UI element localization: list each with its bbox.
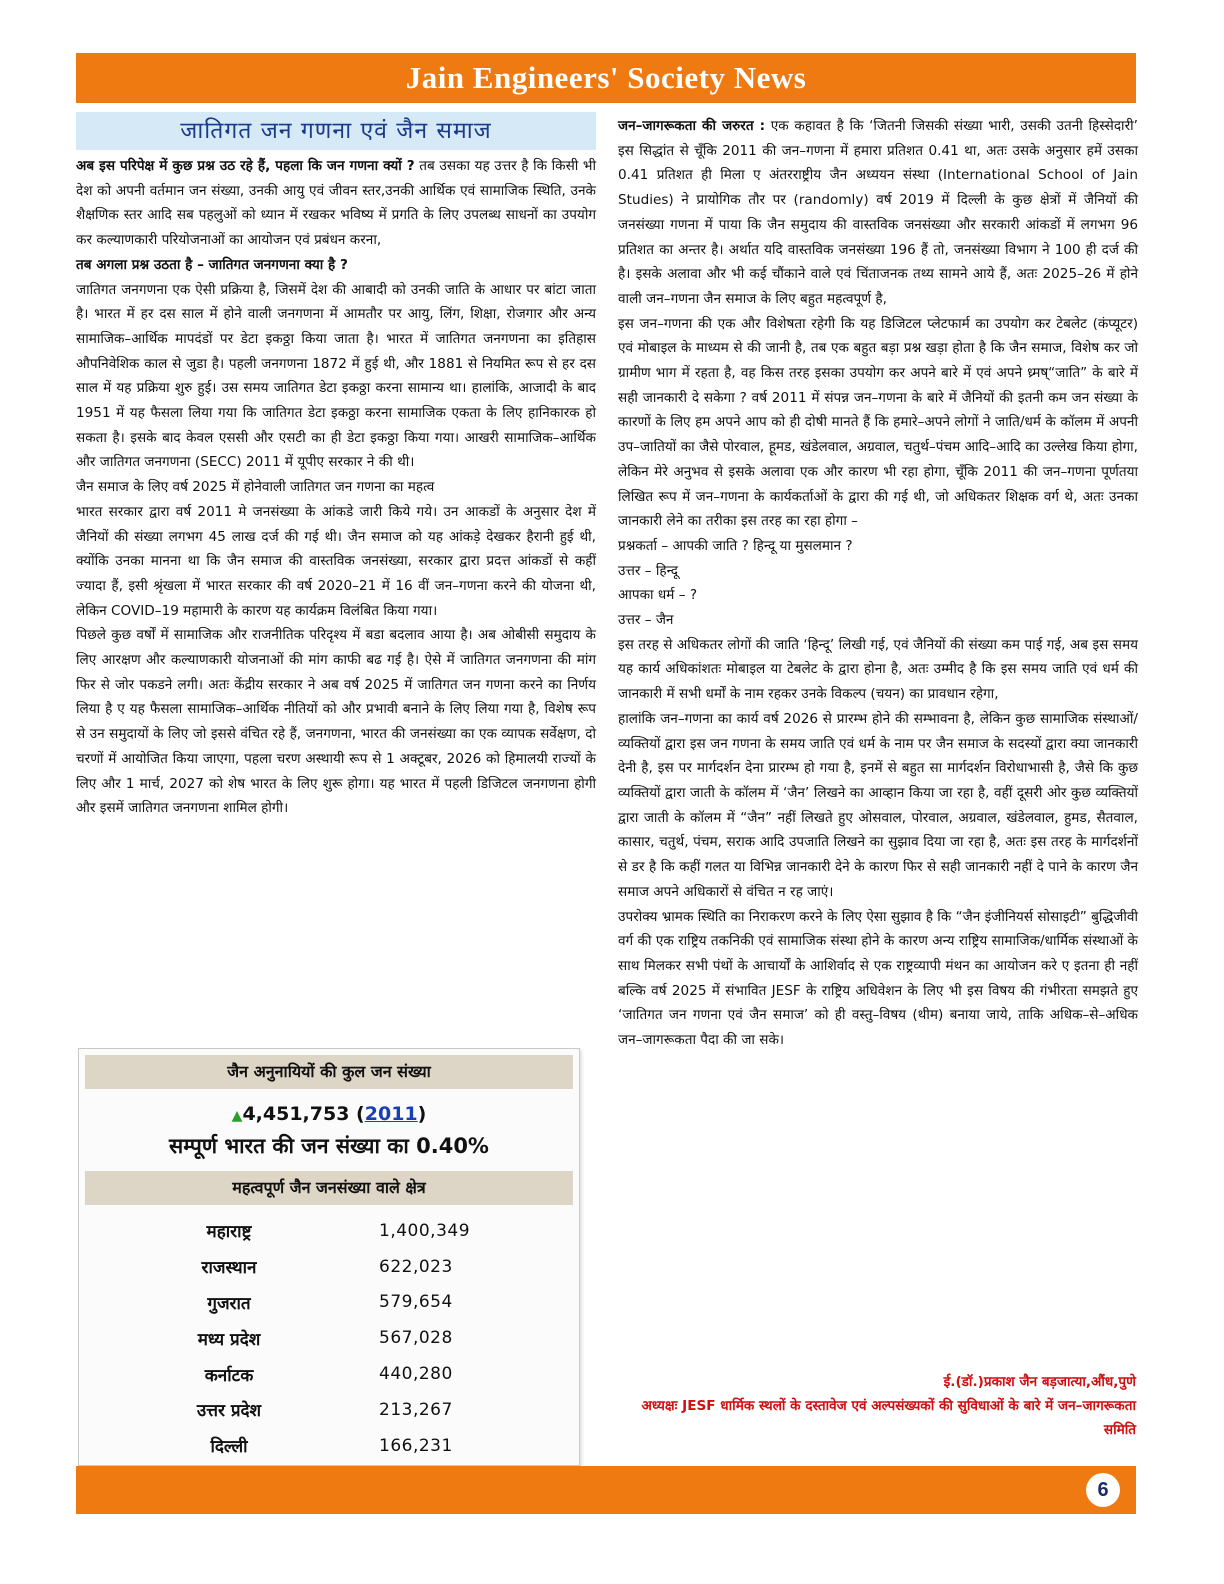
table-row [119,1428,519,1464]
state-name: मध्य प्रदेश [197,1329,261,1350]
state-name: दिल्ली [210,1437,248,1458]
qa-question-religion: आपका धर्म – ? [618,587,698,604]
paragraph-awareness [618,114,1138,312]
header-band [76,53,1136,103]
state-population: 1,400,349 [379,1220,471,1241]
footer-band [76,1466,1136,1514]
article-title: जातिगत जन गणना एवं जैन समाज [76,112,596,150]
state-population: 166,231 [379,1435,453,1456]
state-population: 213,267 [379,1399,453,1420]
table-row [119,1320,519,1356]
state-name: गुजरात [207,1293,251,1314]
infobox-title: जैन अनुनायियों की कुल जन संख्या [85,1055,573,1089]
qa-question-caste: प्रश्नकर्ता – आपकी जाति ? हिन्दू या मुसलमान ? [618,537,853,554]
population-infobox [78,1048,580,1466]
answer-why-census: तब उसका यह उत्तर है कि किसी भी देश को अपनी वर्तमान जन संख्या, उनकी आयु एवं जीवन स्तर,उनकी आर्थिक एवं सामाजिक स्थिति, उनके शैक्षणिक स्तर आदि सब पहलुओं को ध्यान में रखकर भविष्य में प्रगति के लिए उपलब्ध साधनों का उपयोग कर कल्याणकारी परियोजनाओं का आयोजन एवं प्रबंधन करना, [76,158,596,249]
left-column [76,112,596,821]
paragraph-mobile-options: इस तरह से अधिकतर लोगों की जाति ‘हिन्दू’ लिखी गई, एवं जैनियों की संख्या कम पाई गई, अब इस समय यह कार्य अधिकांशतः मोबाइल या टेबलेट के द्वारा होना है, अतः उम्मीद है कि इस समय जाति एवं धर्म की जानकारी में सभी धर्मों के नाम रहकर उनके विकल्प (चयन) का प्रावधान रहेगा, [618,636,1138,703]
total-population: ▲4,451,753 (2011) [231,1103,427,1125]
paragraph-2025-decision: पिछले कुछ वर्षों में सामाजिक और राजनीतिक परिदृश्य में बडा बदलाव आया है। अब ओबीसी समुदाय के लिए आरक्षण और कल्याणकारी योजनाओं की मांग काफी बढ गई है। ऐसे में जातिगत जनगणना की मांग फिर से जोर पकडने लगी। अतः केंद्रीय सरकार ने अब वर्ष 2025 में जातिगत जन गणना करने का निर्णय लिया है ए यह फैसला सामाजिक–आर्थिक नीतियों को और प्रभावी बनाने के लिए लिया गया है, विशेष रूप से उन समुदायों के लिए जो इससे वंचित रहे हैं, जनगणना, भारत की जनसंख्या का एक व्यापक सर्वेक्षण, दो चरणों में आयोजित किया जाएगा, पहला चरण अस्थायी रूप से 1 अक्टूबर, 2026 को हिमालयी राज्यों के लिए और 1 मार्च, 2027 को शेष भारत के लिए शुरू होगा। यह भारत में पहली डिजिटल जनगणना होगी और इसमें जातिगत जनगणना शामिल होगी। [76,627,596,817]
regions-title: महत्वपूर्ण जैन जनसंख्या वाले क्षेत्र [85,1171,573,1205]
state-population: 579,654 [379,1292,453,1313]
table-row [119,1213,519,1249]
state-population: 622,023 [379,1256,453,1277]
awareness-text: एक कहावत है कि ‘जितनी जिसकी संख्या भारी, उसकी उतनी हिस्सेदारी’ इस सिद्धांत से चूँकि 2011 की जन–गणना में हमारा प्रतिशत 0.41 था, अतः उसके अनुसार हमें उसका 0.41 प्रतिशत ही मिला ए अंतरराष्ट्रीय जैन अध्ययन संस्था (International School of Jain Studies) ने प्रायोगिक तौर पर (randomly) वर्ष 2019 में दिल्ली के कुछ क्षेत्रों में जैनियों की जनसंख्या गणना में पाया कि जैन समुदाय की वास्तविक जनसंख्या और सरकारी आंकडों में लगभग 96 प्रतिशत का अन्तर है। अर्थात यदि वास्तविक जनसंख्या 196 हैं तो, जनसंख्या विभाग ने 100 ही दर्ज की है। इसके अलावा और भी कई चौंकाने वाले एवं चिंताजनक तथ्य सामने आये हैं, अतः 2025–26 में होने वाली जन–गणना जैन समाज के लिए बहुत महत्वपूर्ण है, [618,118,1138,307]
author-designation: अध्यक्षः JESF धार्मिक स्थलों के दस्तावेज एवं अल्पसंख्यकों की सुविधाओं के बारे में जन–जागरूकता समिति [641,1398,1136,1438]
question-why-census: अब इस परिपेक्ष में कुछ प्रश्न उठ रहे हैं, पहला कि जन गणना क्यों ? [76,158,415,174]
state-population: 440,280 [379,1364,453,1385]
increase-triangle-icon: ▲ [231,1108,243,1124]
newsletter-title: Jain Engineers' Society News [405,60,807,95]
paragraph-why-census [76,154,596,253]
table-row [119,1285,519,1321]
state-name: राजस्थान [201,1258,257,1279]
section-heading-importance: जैन समाज के लिए वर्ष 2025 में होनेवाली जातिगत जन गणना का महत्व [76,479,435,496]
paragraph-conflicting-guidance: हालांकि जन–गणना का कार्य वर्ष 2026 से प्रारम्भ होने की सम्भावना है, लेकिन कुछ सामाजिक संस्थाओं/व्यक्तियों द्वारा इस जन गणना के समय जाति एवं धर्म के नाम पर जैन समाज के सदस्यों द्वारा क्या जानकारी देनी है, इस पर मार्गदर्शन देना प्रारम्भ हो गया है, इनमें से बहुत सा मार्गदर्शन विरोधाभासी है, जैसे कि कुछ व्यक्तियों द्वारा जाती के कॉलम में ‘जैन’ लिखने का आव्हान किया जा रहा है, वहीं दूसरी ओर कुछ व्यक्तियों द्वारा जाती के कॉलम में “जैन” नहीं लिखते हुए ओसवाल, पोरवाल, अग्रवाल, खंडेलवाल, हुमड, सैतवाल, कासार, चतुर्थ, पंचम, सराक आदि उपजाति लिखने का सुझाव दिया जा रहा है, अतः इस तरह के मार्गदर्शनों से डर है कि कहीं गलत या विभिन्न जानकारी देने के कारण फिर से सही जानकारी नहीं दे पाने के कारण जैन समाज अपने अधिकारों से वंचित न रह जाएं। [618,710,1138,900]
paragraph-suggestion: उपरोक्य भ्रामक स्थिति का निराकरण करने के लिए ऐसा सुझाव है कि “जैन इंजीनियर्स सोसाइटी” बुद्धिजीवी वर्ग की एक राष्ट्रिय तकनिकी एवं सामाजिक संस्था होने के कारण अन्य राष्ट्रिय सामाजिक/धार्मिक संस्थाओं के साथ मिलकर सभी पंथों के आचार्यों के आशिर्वाद से एक राष्ट्रव्यापी मंथन का आयोजन करे ए इतना ही नहीं बल्कि वर्ष 2025 में संभावित JESF के राष्ट्रिय अधिवेशन के लिए भी इस विषय की गंभीरता समझते हुए ‘जातिगत जन गणना एवं जैन समाज’ को ही वस्तु–विषय (थीम) बनाया जाये, ताकि अधिक–से–अधिक जन–जागरूकता पैदा की जा सके। [618,908,1138,1049]
author-name: ई.(डॉ.)प्रकाश जैन बड़जात्या,औंध,पुणे [943,1374,1136,1390]
states-table [119,1213,519,1464]
table-row [119,1392,519,1428]
qa-answer-jain: उत्तर – जैन [618,612,674,629]
census-year-link[interactable]: 2011 [364,1103,418,1125]
population-count: 4,451,753 [242,1103,350,1125]
state-name: महाराष्ट्र [206,1222,252,1243]
table-row [119,1356,519,1392]
paragraph-digital-census: इस जन–गणना की एक और विशेषता रहेगी कि यह डिजिटल प्लेटफार्म का उपयोग कर टेबलेट (कंप्यूटर) एवं मोबाइल के माध्यम से की जानी है, तब एक बहुत बड़ा प्रश्न खड़ा होता है कि जैन समाज, विशेष कर जो ग्रामीण भाग में रहता है, वह किस तरह इसका उपयोग कर अपने बारे में एवं अपने ध्र्मष्“जाति” के बारे में सही जानकारी दे सकेगा ? वर्ष 2011 में संपन्न जन–गणना के बारे में जैनियों की इतनी कम जन संख्या के कारणों के लिए हम अपने आप को ही दोषी मानते हैं कि हमारे–अपने लोगों ने जाति/धर्म के कॉलम में अपनी उप–जातियों का जैसे पोरवाल, हूमड, खंडेलवाल, अग्रवाल, चतुर्थ–पंचम आदि–आदि का उल्लेख किया होगा, लेकिन मेरे अनुभव से इसके अलावा एक और कारण भी रहा होगा, चूँकि 2011 की जन–गणना पूर्णतया लिखित रूप में जन–गणना के कार्यकर्ताओं के द्वारा की गई थी, जो अधिकतर शिक्षक वर्ग थे, अतः उनका जानकारी लेने का तरीका इस तरह का रहा होगा – [618,315,1138,530]
population-share: सम्पूर्ण भारत की जन संख्या का 0.40% [169,1134,489,1158]
state-name: उत्तर प्रदेश [196,1401,262,1422]
right-column [618,114,1138,1053]
page-number: 6 [1086,1473,1120,1507]
table-row [119,1249,519,1285]
author-signature [616,1370,1136,1442]
awareness-heading: जन–जागरूकता की जरुरत : [618,118,766,134]
state-population: 567,028 [379,1328,453,1349]
state-name: कर्नाटक [204,1365,254,1386]
paragraph-2011-data: भारत सरकार द्वारा वर्ष 2011 मे जनसंख्या के आंकडे जारी किये गये। उन आकडों के अनुसार देश में जैनियों की संख्या लगभग 45 लाख दर्ज की गई थी। जैन समाज को यह आंकड़े देखकर हैरानी हुई थी, क्योंकि उनका मानना था कि जैन समाज की वास्तविक जनसंख्या, सरकार द्वारा प्रदत्त आंकडों से कहीं ज्यादा हैं, इसी श्रृंखला में भारत सरकार की वर्ष 2020–21 में 16 वीं जन–गणना करने की योजना थी, लेकिन COVID–19 महामारी के कारण यह कार्यक्रम विलंबित किया गया। [76,503,596,619]
qa-answer-hindu: उत्तर – हिन्दू [618,562,678,579]
paragraph-caste-census: जातिगत जनगणना एक ऐसी प्रक्रिया है, जिसमें देश की आबादी को उनकी जाति के आधार पर बांटा जाता है। भारत में हर दस साल में होने वाली जनगणना में आमतौर पर आयु, लिंग, शिक्षा, रोजगार और अन्य सामाजिक–आर्थिक मापदंडों पर डेटा इकठ्ठा किया जाता है। भारत में जातिगत जनगणना का इतिहास औपनिवेशिक काल से जुडा है। पहली जनगणना 1872 में हुई थी, और 1881 से नियमित रूप से हर दस साल में यह प्रक्रिया शुरु हुई। उस समय जातिगत डेटा इकठ्ठा करना सामान्य था। हालांकि, आजादी के बाद 1951 में यह फैसला लिया गया कि जातिगत डेटा इकठ्ठा करना सामाजिक एकता के लिए हानिकारक हो सकता है। इसके बाद केवल एससी और एसटी का ही डेटा इकठ्ठा किया गया। आखरी सामाजिक–आर्थिक और जातिगत जनगणना (SECC) 2011 में यूपीए सरकार ने की थी। [76,281,596,471]
question-caste-census: तब अगला प्रश्न उठता है – जातिगत जनगणना क्या है ? [76,256,348,273]
